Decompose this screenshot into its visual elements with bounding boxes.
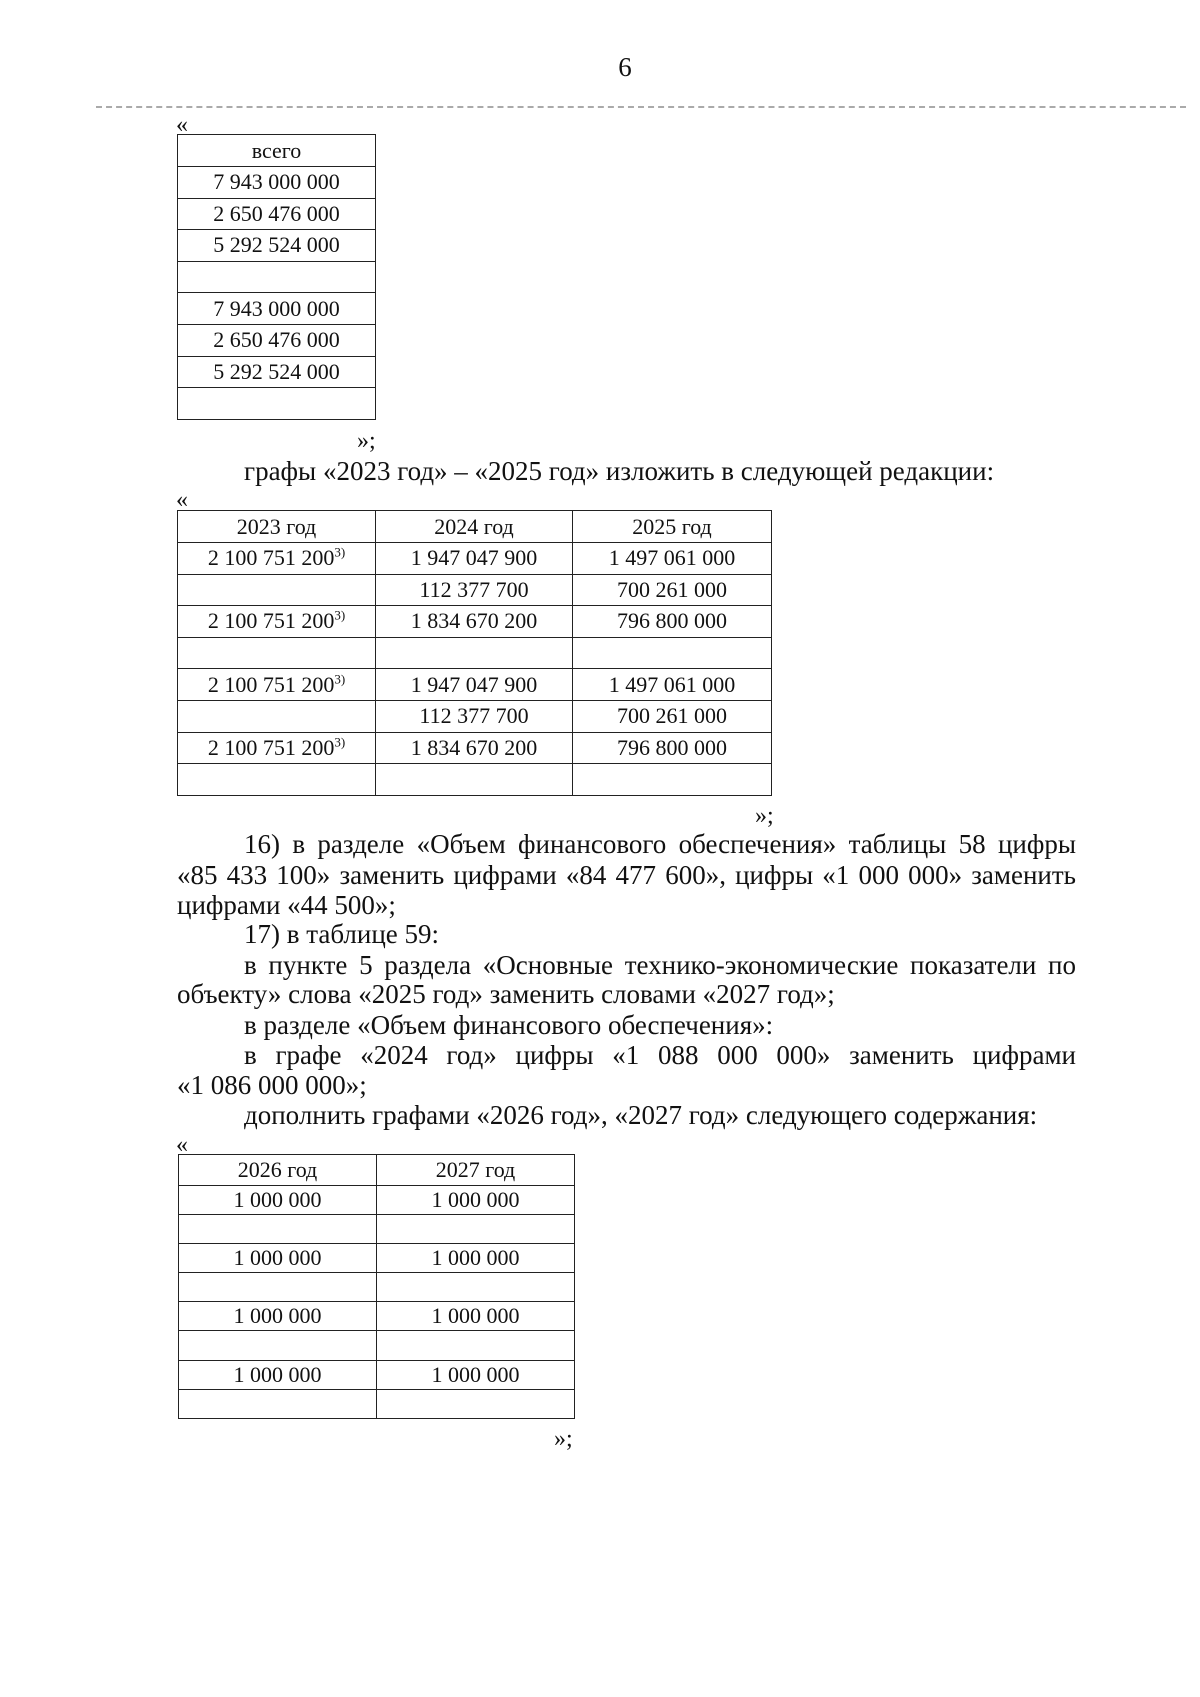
paragraph-17a-line-2: объекту» слова «2025 год» заменить словами «2027 год»; <box>177 979 835 1009</box>
table-cell: 1 497 061 000 <box>573 669 772 701</box>
paragraph-16-line-3: цифрами «44 500»; <box>177 890 396 920</box>
table-cell <box>178 543 376 575</box>
table-cell <box>377 1331 575 1360</box>
table-cell: 2 650 476 000 <box>178 198 376 230</box>
table-cell: 700 261 000 <box>573 574 772 606</box>
table-cell: 1 834 670 200 <box>376 606 573 638</box>
table-row <box>179 1302 575 1331</box>
table-cell: 112 377 700 <box>376 700 573 732</box>
table-cell: 1 947 047 900 <box>376 669 573 701</box>
table-cell <box>179 1215 377 1244</box>
page-number: 6 <box>618 52 632 82</box>
cell-value: 2 100 751 200 <box>207 608 335 634</box>
table-cell <box>377 1273 575 1302</box>
table-cell <box>179 1389 377 1418</box>
table-row <box>178 574 772 606</box>
table-row <box>178 637 772 669</box>
table-cell <box>178 732 376 764</box>
cell-value: 2 100 751 200 <box>207 734 335 760</box>
table-cell <box>178 764 376 796</box>
table-cell <box>376 764 573 796</box>
table-header-row <box>179 1155 575 1186</box>
table-2026-2027-body <box>179 1155 575 1419</box>
table-row <box>179 1215 575 1244</box>
table-cell: 1 000 000 <box>377 1244 575 1273</box>
table-total-body <box>178 135 376 420</box>
table-cell <box>377 1215 575 1244</box>
table-cell: 1 000 000 <box>179 1302 377 1331</box>
table-row <box>178 198 376 230</box>
table-cell: 7 943 000 000 <box>178 293 376 325</box>
header-cell-2025: 2025 год <box>573 511 772 543</box>
table-row <box>178 261 376 293</box>
table-row <box>178 669 772 701</box>
table-row <box>178 230 376 262</box>
table-cell: 7 943 000 000 <box>178 167 376 199</box>
table-row <box>178 700 772 732</box>
footnote-mark: 3) <box>334 671 346 687</box>
paragraph-16-line-2: «85 433 100» заменить цифрами «84 477 600», цифры «1 000 000» заменить <box>177 860 1076 890</box>
table-header-row <box>178 511 772 543</box>
table-cell: 1 000 000 <box>377 1360 575 1389</box>
block2-open-quote: « <box>176 487 188 513</box>
table-cell <box>179 1273 377 1302</box>
footnote-mark: 3) <box>334 544 346 560</box>
table-cell <box>178 606 376 638</box>
cell-value: 2 100 751 200 <box>207 671 335 697</box>
block1-open-quote: « <box>176 112 188 138</box>
table-row <box>178 764 772 796</box>
table-row <box>179 1273 575 1302</box>
footnote-mark: 3) <box>334 608 346 624</box>
cell-value: 2 100 751 200 <box>207 545 335 571</box>
table-cell: 1 497 061 000 <box>573 543 772 575</box>
table-cell: 5 292 524 000 <box>178 356 376 388</box>
intro-block2: графы «2023 год» – «2025 год» изложить в следующей редакции: <box>244 456 995 486</box>
table-row <box>178 356 376 388</box>
table-cell <box>376 637 573 669</box>
table-row <box>179 1389 575 1418</box>
table-cell: 112 377 700 <box>376 574 573 606</box>
table-row <box>178 543 772 575</box>
table-cell <box>178 388 376 420</box>
header-cell: всего <box>178 135 376 167</box>
table-cell: 1 000 000 <box>179 1360 377 1389</box>
table-cell <box>377 1389 575 1418</box>
table-cell <box>573 637 772 669</box>
table-2026-2027 <box>178 1154 575 1419</box>
table-cell: 1 000 000 <box>179 1244 377 1273</box>
table-row <box>178 732 772 764</box>
footnote-mark: 3) <box>334 734 346 750</box>
table-cell <box>178 669 376 701</box>
paragraph-17: 17) в таблице 59: <box>244 919 440 949</box>
header-cell-2026: 2026 год <box>179 1155 377 1186</box>
paragraph-16-line-1: 16) в разделе «Объем финансового обеспечения» таблицы 58 цифры <box>244 829 1076 859</box>
table-row <box>179 1244 575 1273</box>
table-cell: 700 261 000 <box>573 700 772 732</box>
table-cell: 1 834 670 200 <box>376 732 573 764</box>
table-row <box>178 324 376 356</box>
paragraph-17d: дополнить графами «2026 год», «2027 год» следующего содержания: <box>244 1100 1038 1130</box>
table-cell <box>179 1331 377 1360</box>
table-row <box>178 293 376 325</box>
table-row <box>178 167 376 199</box>
table-row <box>179 1331 575 1360</box>
table-cell <box>178 637 376 669</box>
header-scan-line <box>96 106 1186 108</box>
table-header-row <box>178 135 376 167</box>
paragraph-17a-line-1: в пункте 5 раздела «Основные технико-экономические показатели по <box>244 950 1076 980</box>
table-row <box>178 606 772 638</box>
table-row <box>179 1360 575 1389</box>
block2-close-quote: »; <box>755 803 774 829</box>
table-cell: 1 000 000 <box>377 1302 575 1331</box>
table-row <box>178 388 376 420</box>
paragraph-17c-line-2: «1 086 000 000»; <box>177 1070 367 1100</box>
table-cell <box>178 574 376 606</box>
paragraph-17c-line-1: в графе «2024 год» цифры «1 088 000 000» заменить цифрами <box>244 1040 1076 1070</box>
table-cell <box>178 261 376 293</box>
block3-open-quote: « <box>176 1132 188 1158</box>
table-cell: 796 800 000 <box>573 732 772 764</box>
block1-close-quote: »; <box>357 428 376 454</box>
header-cell-2027: 2027 год <box>377 1155 575 1186</box>
table-cell <box>178 700 376 732</box>
table-cell <box>573 764 772 796</box>
table-total <box>177 134 376 420</box>
table-cell: 5 292 524 000 <box>178 230 376 262</box>
block3-close-quote: »; <box>554 1426 573 1452</box>
table-cell: 796 800 000 <box>573 606 772 638</box>
table-2023-2025 <box>177 510 772 796</box>
table-row <box>179 1186 575 1215</box>
table-cell: 1 947 047 900 <box>376 543 573 575</box>
table-cell: 1 000 000 <box>179 1186 377 1215</box>
table-cell: 2 650 476 000 <box>178 324 376 356</box>
table-2023-2025-body <box>178 511 772 796</box>
header-cell-2024: 2024 год <box>376 511 573 543</box>
paragraph-17b: в разделе «Объем финансового обеспечения»: <box>244 1010 774 1040</box>
header-cell-2023: 2023 год <box>178 511 376 543</box>
table-cell: 1 000 000 <box>377 1186 575 1215</box>
